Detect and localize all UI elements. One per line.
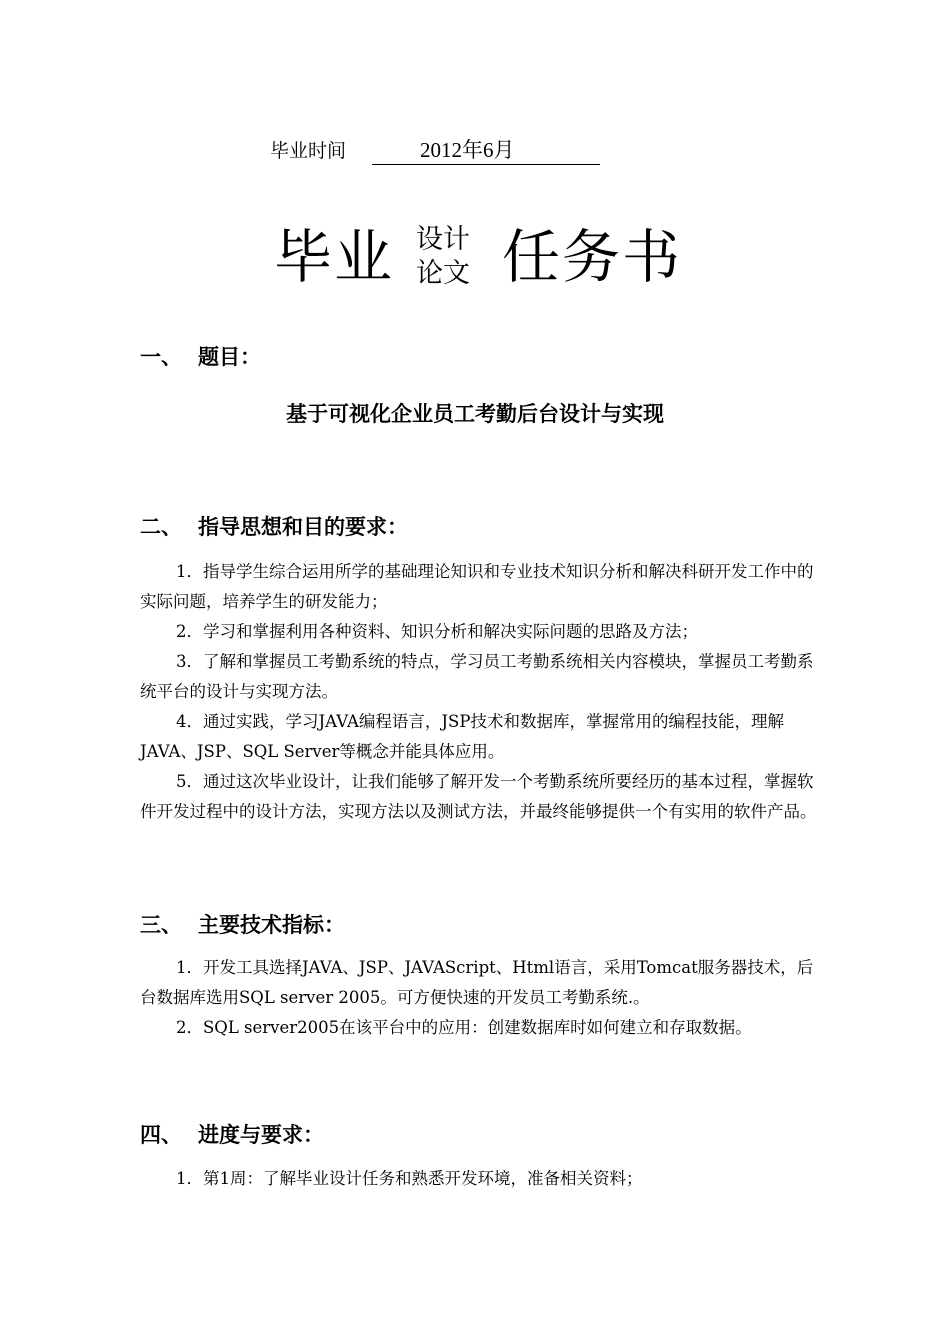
title-type-stack (416, 223, 470, 291)
title-type-thesis: 论文 (416, 258, 471, 289)
guidance-item: 3．了解和掌握员工考勤系统的特点，学习员工考勤系统相关内容模块，掌握员工考勤系统平台的设计与实现方法。 (140, 652, 814, 701)
document-title (274, 212, 682, 302)
graduation-time-label: 毕业时间 (270, 140, 347, 162)
graduation-time-value: 2012年6月 (372, 136, 600, 165)
guidance-item: 5．通过这次毕业设计，让我们能够了解开发一个考勤系统所要经历的基本过程，掌握软件开发过程中的设计方法，实现方法以及测试方法，并最终能够提供一个有实用的软件产品。 (140, 772, 817, 821)
title-type-design: 设计 (416, 224, 471, 255)
title-graduation: 毕业 (274, 223, 395, 291)
tech-list (140, 953, 820, 1043)
section-1-title: 题目： (198, 345, 261, 369)
section-1-heading (140, 342, 261, 372)
guidance-item: 4．通过实践，学习JAVA编程语言，JSP技术和数据库，掌握常用的编程技能，理解JAVA、JSP、SQL Server等概念并能具体应用。 (140, 712, 784, 761)
tech-item: 1．开发工具选择JAVA、JSP、JAVAScript、Html语言，采用Tomcat服务器技术，后台数据库选用SQL server 2005。可方便快速的开发员工考勤系统.。 (140, 958, 814, 1007)
section-3-title: 主要技术指标： (198, 913, 345, 937)
guidance-list (140, 557, 820, 827)
guidance-item: 2．学习和掌握利用各种资料、知识分析和解决实际问题的思路及方法； (176, 622, 698, 641)
section-2-title: 指导思想和目的要求： (198, 515, 408, 539)
section-2-number: 二、 (140, 515, 182, 539)
graduation-time-line (270, 136, 600, 165)
thesis-topic: 基于可视化企业员工考勤后台设计与实现 (286, 402, 664, 426)
tech-item: 2．SQL server2005在该平台中的应用：创建数据库时如何建立和存取数据。 (176, 1018, 752, 1037)
guidance-item: 1．指导学生综合运用所学的基础理论知识和专业技术知识分析和解决科研开发工作中的实际问题，培养学生的研发能力； (140, 562, 814, 611)
schedule-item: 1．第1周：了解毕业设计任务和熟悉开发环境，准备相关资料； (176, 1169, 643, 1188)
section-3-number: 三、 (140, 913, 182, 937)
section-1-number: 一、 (140, 345, 182, 369)
section-4-number: 四、 (140, 1123, 182, 1147)
section-4-title: 进度与要求： (198, 1123, 324, 1147)
section-2-heading (140, 512, 408, 542)
section-3-heading (140, 910, 345, 940)
title-task-book: 任务书 (502, 223, 683, 291)
section-4-heading (140, 1120, 324, 1150)
schedule-list (140, 1164, 820, 1194)
